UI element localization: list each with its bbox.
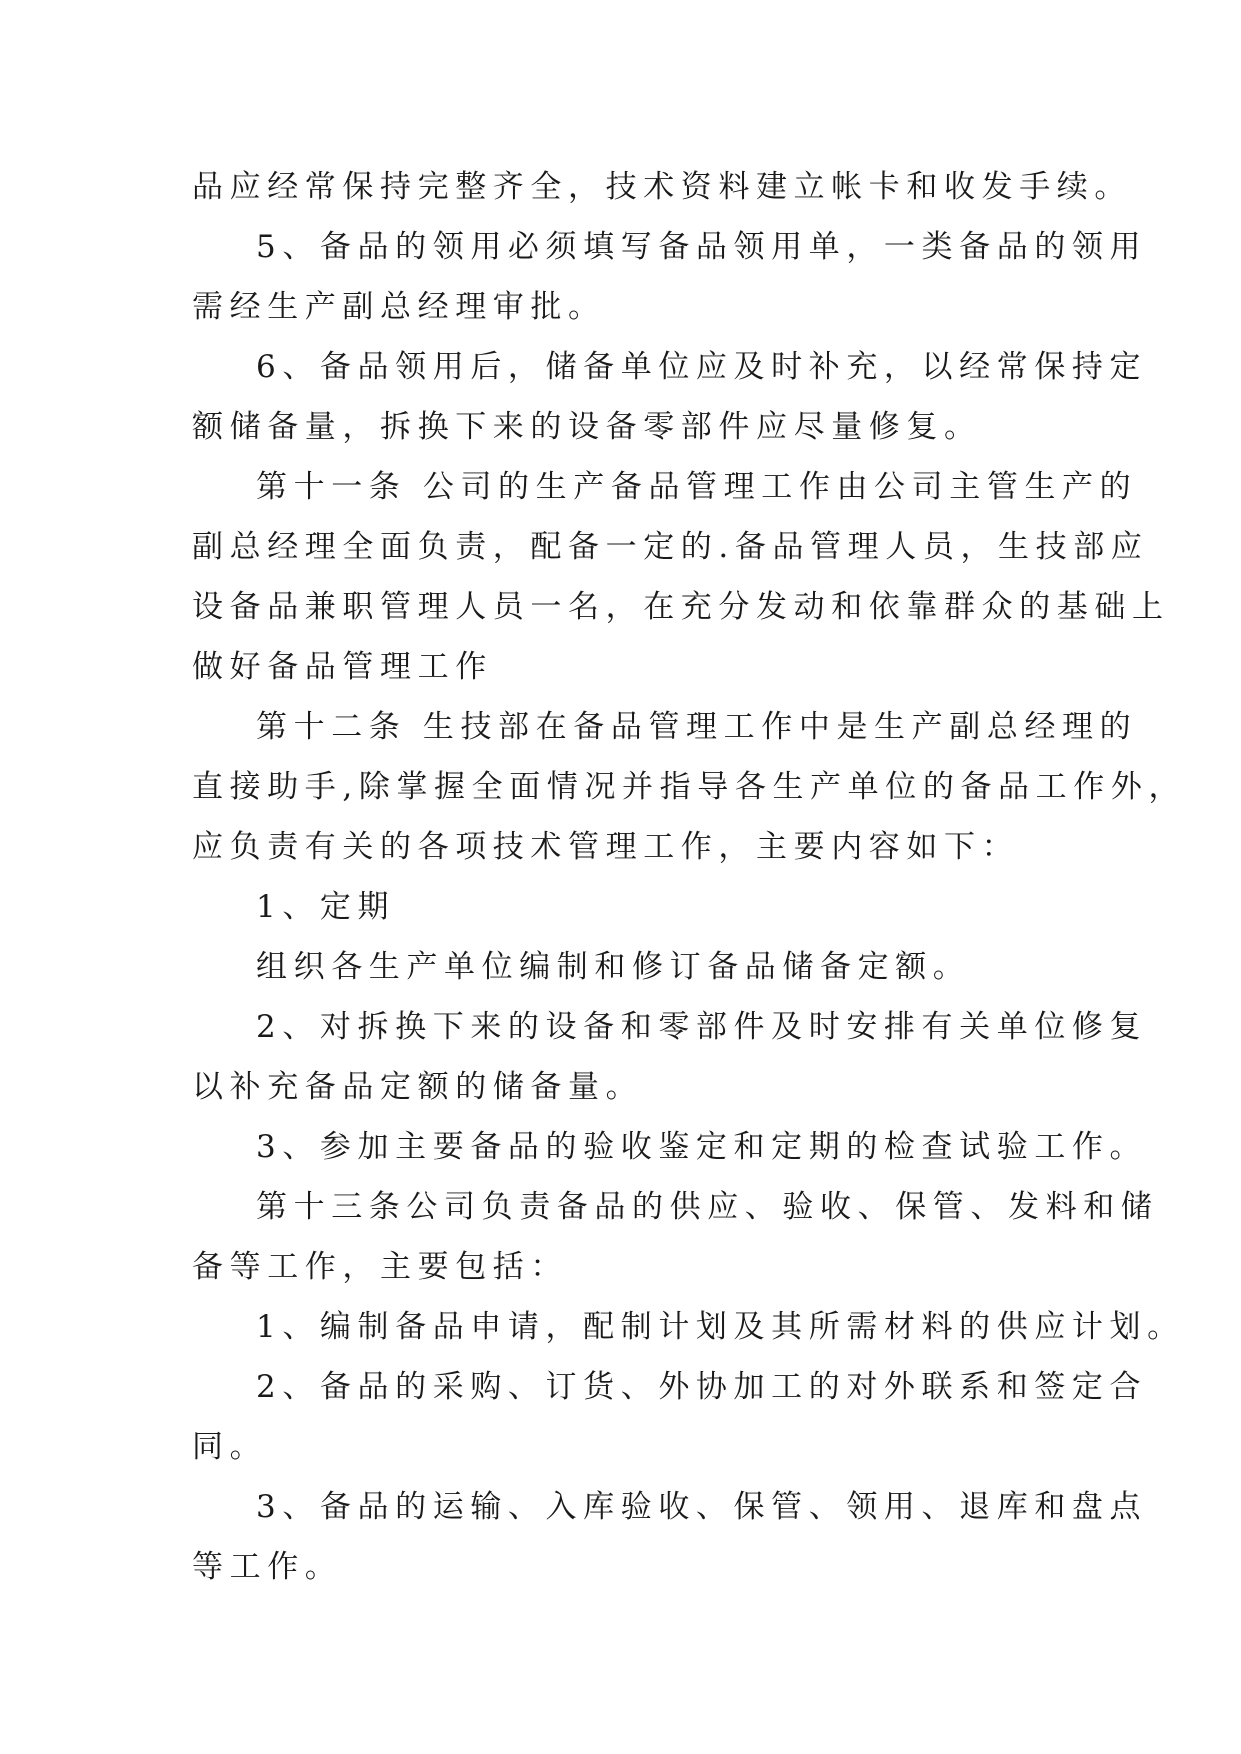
paragraph-line: 等工作。	[192, 1549, 343, 1585]
paragraph-line: 做好备品管理工作	[192, 649, 493, 685]
paragraph-line: 副总经理全面负责，配备一定的.备品管理人员，生技部应	[192, 529, 1149, 565]
paragraph-line: 需经生产副总经理审批。	[192, 289, 606, 325]
paragraph-line: 以补充备品定额的储备量。	[192, 1069, 644, 1105]
paragraph-line: 6、备品领用后，储备单位应及时补充，以经常保持定	[256, 349, 1148, 385]
document-body	[192, 157, 1187, 1597]
paragraph-line: 品应经常保持完整齐全，技术资料建立帐卡和收发手续。	[192, 169, 1132, 205]
paragraph-line: 第十一条 公司的生产备品管理工作由公司主管生产的	[256, 469, 1138, 505]
paragraph-line: 3、参加主要备品的验收鉴定和定期的检查试验工作。	[256, 1129, 1148, 1165]
paragraph-line: 第十二条 生技部在备品管理工作中是生产副总经理的	[256, 709, 1138, 745]
paragraph-line: 备等工作，主要包括：	[192, 1249, 568, 1285]
paragraph-line: 组织各生产单位编制和修订备品储备定额。	[256, 949, 971, 985]
paragraph-line: 设备品兼职管理人员一名，在充分发动和依靠群众的基础上	[192, 589, 1170, 625]
paragraph-line: 5、备品的领用必须填写备品领用单，一类备品的领用	[256, 229, 1148, 265]
paragraph-line: 额储备量，拆换下来的设备零部件应尽量修复。	[192, 409, 982, 445]
paragraph-line: 同。	[192, 1429, 268, 1465]
paragraph-line: 第十三条公司负责备品的供应、验收、保管、发料和储	[256, 1189, 1159, 1225]
paragraph-line: 2、对拆换下来的设备和零部件及时安排有关单位修复	[256, 1009, 1148, 1045]
paragraph-line: 3、备品的运输、入库验收、保管、领用、退库和盘点	[256, 1489, 1148, 1525]
paragraph-line: 直接助手,除掌握全面情况并指导各生产单位的备品工作外，	[192, 769, 1187, 805]
paragraph-line: 2、备品的采购、订货、外协加工的对外联系和签定合	[256, 1369, 1148, 1405]
paragraph-line: 1、定期	[256, 889, 396, 925]
paragraph-line: 应负责有关的各项技术管理工作，主要内容如下：	[192, 829, 1020, 865]
paragraph-line: 1、编制备品申请，配制计划及其所需材料的供应计划。	[256, 1309, 1185, 1345]
